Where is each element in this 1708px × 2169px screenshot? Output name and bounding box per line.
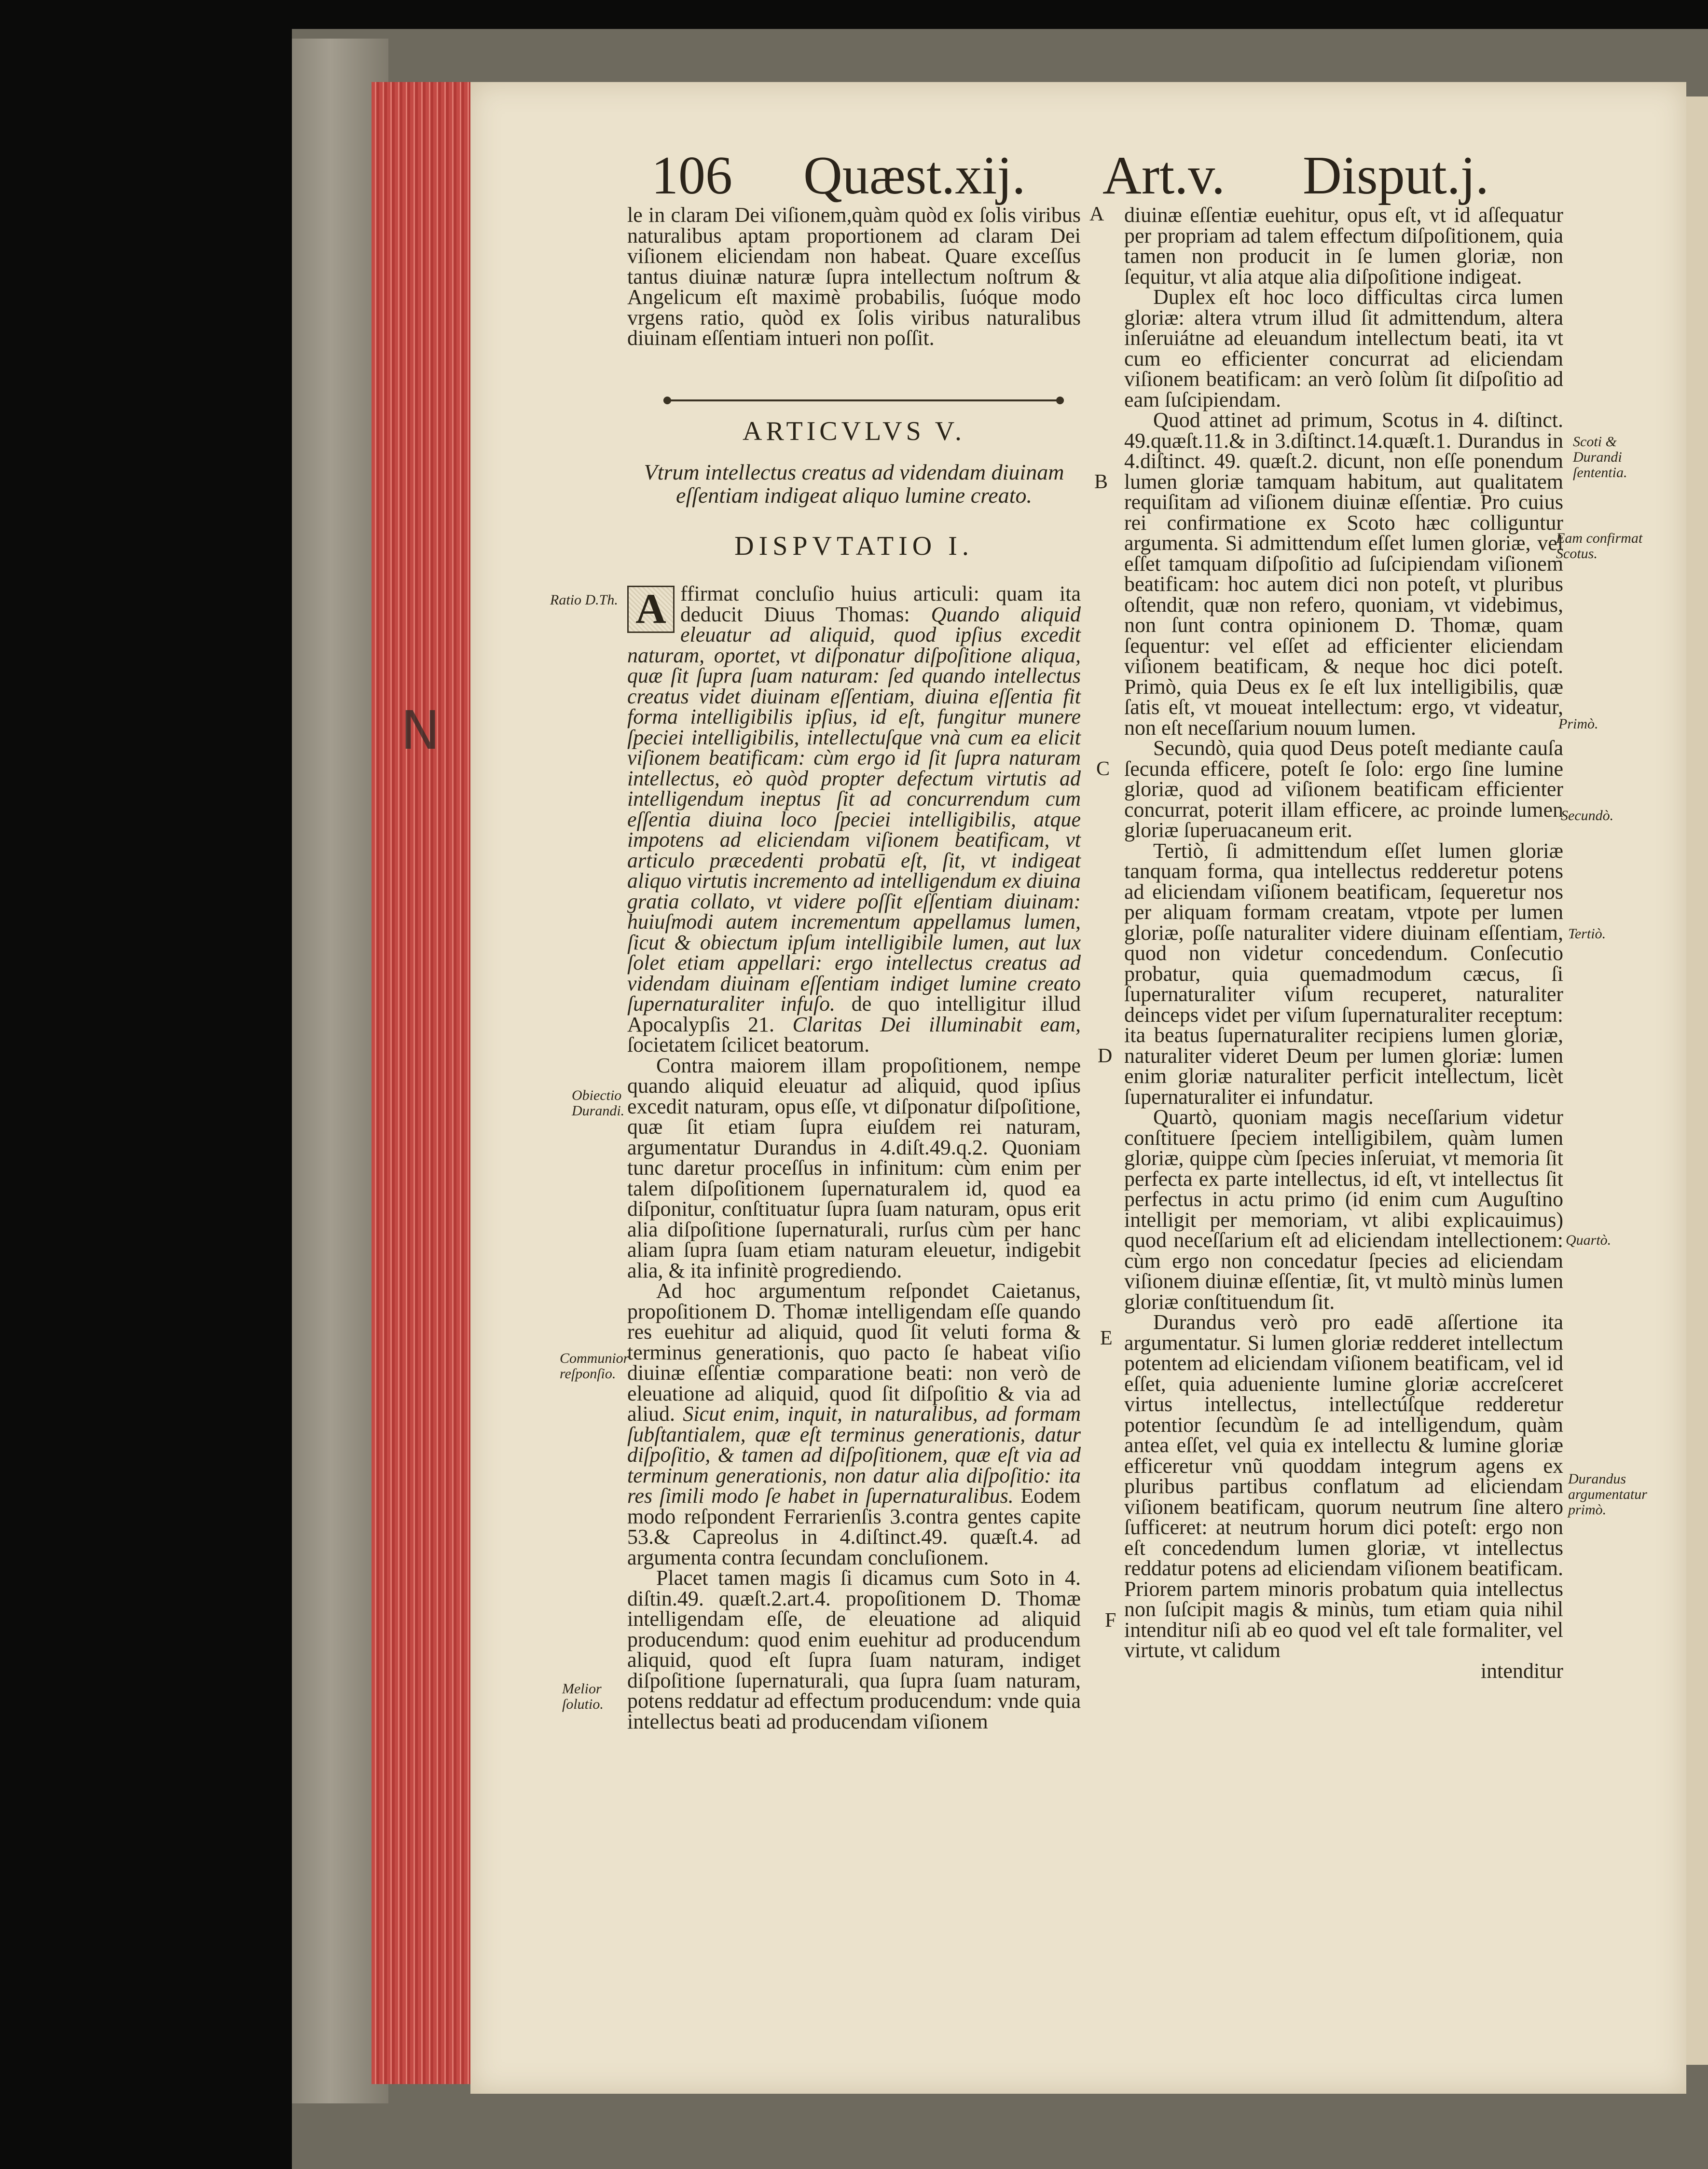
paragraph-quod-attinet: Quod attinet ad primum, Scotus in 4. diſtinct. 49.quæſt.11.& in 3.diſtinct.14.quæſt.1. Durandus in 4.diſtinct. 49. quæſt.2. dicunt, non eſſe ponendum lumen gloriæ tamquam habitum, aut qualitatem requiſitam ad viſionem diuinæ eſſentiæ. Pro cuius rei confirmatione ex Scoto hæc colliguntur argumenta. Si admittendum eſſet lumen gloriæ, vel eſſet tamquam diſpoſitio ad ſuſcipiendam viſionem beatificam: hoc autem dici non poteſt, vt pluribus oſtendit, quæ non refero, quoniam, vt videbimus, non ſunt contra opinionem D. Thomæ, quam ſequentur: vel eſſet ad efficienter eliciendam viſionem beatificam, & neque hoc dici poteſt. Primò, quia Deus ex ſe eſt lux intelligibilis, quæ ſatis eſt, vt moueat intellectum: ergo, vt videatur, non eſt neceſſarium nouum lumen.	[1124, 408, 1563, 740]
paragraph-placet: Placet tamen magis ſi dicamus cum Soto in 4. diſtin.49. quæſt.2.art.4. propoſitionem D. Thomæ intelligendam eſſe, de eleuatione ad aliquid producendum: quod enim euehitur ad producendum aliquid, quod eſt ſupra ſuam naturam, indiget diſpoſitione ſupernaturali, qua ſupra ſuam naturam, potens reddatur ad effectum producendum: vnde quia intellectus beati ad producendam viſionem	[627, 1566, 1081, 1733]
column-letter: D	[1098, 1045, 1113, 1067]
margin-note-eam: Eam confirmat Scotus.	[1556, 530, 1643, 562]
articulus-heading: ARTICVLVS V.	[743, 416, 965, 446]
ink-marking: N	[400, 700, 441, 761]
margin-note-quarto: Quartò.	[1566, 1232, 1612, 1248]
column-letter: E	[1100, 1327, 1113, 1349]
paragraph-durandus: Durandus verò pro eadē aſſertione ita argumentatur. Si lumen gloriæ redderet intellectum potentem ad eliciendam viſionem beatificam, vel id eſſet, quia adueniente lumine gloriæ accreſceret virtus intellectus, intellectúſque redderetur potentior ſecundùm ſe ad intelligendum, quàm antea eſſet, vel quia ex intellectu & lumine gloriæ efficeretur vnũ quoddam integrum agens ex pluribus partibus conflatum ad eliciendam viſionem beatificam, quorum neutrum ſine altero ſufficeret: at neutrum horum dici poteſt: ergo non eſt concedendum lumen gloriæ, vt intellectus reddatur potens ad eliciendam viſionem beatificam. Priorem partem minoris probatum quia intellectus non ſuſcipit magis & minùs, tum etiam quia nihil intenditur niſi ab eo quod vel eſt tale formaliter, vel virtute, vt calidum	[1124, 1310, 1563, 1662]
disputatio-heading: DISPVTATIO I.	[734, 531, 974, 561]
column-letter: F	[1105, 1609, 1116, 1632]
paragraph-quarto: Quartò, quoniam magis neceſſarium videtur conſtituere ſpeciem intelligibilem, quàm lumen gloriæ, quippe cùm ſpecies inſeruiat, vt memoria ſit perfecta ex parte intellectus, id eſt, vt intellectus ſit perfectus in actu primo (id enim cum Auguſtino intelligit per memoriam, vt alibi explicauimus) quod neceſſarium eſt ad eliciendam intellectionem: cùm ergo non concedatur ſpecies ad eliciendam viſionem diuinæ eſſentiæ, ſit, vt multò minùs lumen gloriæ conſtituendum ſit.	[1124, 1105, 1563, 1314]
paragraph-continuation: diuinæ eſſentiæ euehitur, opus eſt, vt id aſſequatur per propriam ad talem effectum diſpoſitionem, quia tamen non producit in ſe lumen gloriæ, non ſequitur, vt alia atque alia diſpoſitione indigeat.	[1124, 203, 1563, 288]
left-intro	[627, 205, 1081, 349]
margin-note-ratio: Ratio D.Th.	[550, 592, 618, 608]
section-rule	[663, 399, 1064, 401]
intro-paragraph: le in claram Dei viſionem,quàm quòd ex ſolis viribus naturalibus aptam proportionem ad claram Dei viſionem eliciendam non habeat. Quare exceſſus tantus diuinæ naturæ ſupra intellectum noſtrum & Angelicum eſt maximè probabilis, ſuóque modo vrgens ratio, quòd ex ſolis viribus naturalibus diuinam eſſentiam intueri non poſſit.	[627, 203, 1081, 350]
header-articulus: Art.v.	[1102, 146, 1226, 206]
header-quaestio: Quæst.xij.	[803, 146, 1026, 206]
paragraph-contra: Contra maiorem illam propoſitionem, nempe quando aliquid eleuatur ad aliquid, quod ipſius excedit naturam, opus eſſe, vt diſponatur diſpoſitione, quæ ſit etiam ſupra eiuſdem rei naturam, argumentatur Durandus in 4.diſt.49.q.2. Quoniam tunc daretur proceſſus in infinitum: cùm enim per talem diſpoſitionem ſupernaturalem id, quod ea diſponitur, conſtituatur ſupra ſuam naturam, opus erit alia diſpoſitione ſupernaturali, rurſus cùm per hanc aliam ſupra ſuam etiam naturam eleuetur, indigebit alia, & ita infinitè progrediendo.	[627, 1053, 1081, 1282]
catchword: intenditur	[1480, 1659, 1563, 1683]
margin-note-obiectio: Obiectio Durandi.	[572, 1087, 625, 1119]
paragraph-affirmat: A ffirmat concluſio huius articuli: quam ita deducit Diuus Thomas: Quando aliquid eleuatur ad aliquid, quod ipſius excedit naturam, oportet, vt diſponatur diſpoſitione aliqua, quæ ſit ſupra ſuam naturam: ſed quando intellectus creatus videt diuinam eſſentiam, diuina eſſentia fit forma intelligibilis ipſius, id eſt, fungitur munere ſpeciei intelligibilis, intellectuſque vnà cum ea elicit viſionem beatificam: cùm ergo id ſit ſupra naturam intellectus, eò quòd propter defectum virtutis ad intelligendum ineptus ſit ad concurrendum cum eſſentia diuina loco ſpeciei intelligibilis, atque impotens ad eliciendam viſionem beatificam, vt articulo præcedenti probatū eſt, ſit, vt indigeat aliquo virtutis incremento ad intelligendum ex diuina gratia collato, vt videre poſſit eſſentiam diuinam: huiuſmodi autem incrementum appellamus lumen, ſicut & obiectum ipſum intelligibile lumen, aut lux ſolet etiam appellari: ergo intellectus creatus ad videndam diuinam eſſentiam indiget lumine creato ſupernaturaliter infuſo. de quo intelligitur illud Apocalypſis 21. Claritas Dei illuminabit eam, ſocietatem ſcilicet beatorum.	[627, 582, 1081, 1057]
margin-note-scoti: Scoti & Durandi ſententia.	[1573, 434, 1627, 480]
page-number: 106	[651, 146, 732, 206]
margin-note-durandus: Durandus argumentatur primò.	[1568, 1471, 1647, 1518]
left-main-text	[627, 584, 1081, 1732]
paragraph-secundo: Secundò, quia quod Deus poteſt mediante cauſa ſecunda efficere, poteſt ſe ſolo: ergo ſine lumine gloriæ, quod ad viſionem beatificam efficienter concurrat, poterit illam efficere, ac proinde lumen gloriæ ſuperuacaneum erit.	[1124, 736, 1563, 842]
red-page-edges	[372, 82, 470, 2084]
article-question: Vtrum intellectus creatus ad videndam diuinam eſſentiam indigeat aliquo lumine creato.	[644, 460, 1064, 508]
column-letter: B	[1094, 471, 1108, 493]
right-main-text	[1124, 205, 1563, 1681]
drop-capital: A	[627, 586, 675, 633]
margin-note-primo: Primò.	[1558, 716, 1598, 732]
paragraph-tertio: Tertiò, ſi admittendum eſſet lumen gloriæ tanquam forma, qua intellectus redderetur potens ad eliciendam viſionem beatificam, ſequeretur nos per aliquam formam creatam, vtpote per lumen gloriæ, poſſe naturaliter videre diuinam eſſentiam, quod non videtur concedendum. Conſecutio probatur, quia quemadmodum cæcus, ſi ſupernaturaliter viſum recuperet, naturaliter deinceps videt per viſum ſupernaturaliter receptum: ita beatus ſupernaturaliter recipiens lumen gloriæ, naturaliter videret Deum per lumen gloriæ: lumen enim gloriæ naturaliter perficit intellectum, licèt ſupernaturaliter ei infundatur.	[1124, 838, 1563, 1109]
margin-note-melior: Melior ſolutio.	[562, 1681, 604, 1712]
margin-note-communior: Communior reſponſio.	[560, 1350, 629, 1382]
margin-note-secundo: Secundò.	[1561, 808, 1614, 824]
header-disputatio: Disput.j.	[1303, 146, 1489, 206]
column-letter: C	[1096, 758, 1110, 780]
margin-note-tertio: Tertiò.	[1568, 926, 1606, 942]
paragraph-caietanus: Ad hoc argumentum reſpondet Caietanus, propoſitionem D. Thomæ intelligendam eſſe quando res euehitur ad aliquid, quod ſit veluti forma & terminus generationis, quo pacto ſe habeat viſio diuinæ eſſentiæ comparatione beati: non verò de eleuatione ad aliquid, quod ſit diſpoſitio & via ad aliud. Sicut enim, inquit, in naturalibus, ad formam ſubſtantialem, quæ eſt terminus generationis, datur diſpoſitio, & tamen ad diſpoſitionem, quæ eſt via ad terminum generationis, non datur alia diſpoſitio: ita res ſimili modo ſe habet in ſupernaturalibus. Eodem modo reſpondent Ferrarienſis 3.contra gentes capite 53.& Capreolus in 4.diſtinct.49. quæſt.4. ad argumenta contra ſecundam concluſionem.	[627, 1279, 1081, 1569]
column-letter: A	[1089, 203, 1104, 225]
paragraph-duplex: Duplex eſt hoc loco difficultas circa lumen gloriæ: altera vtrum illud ſit admittendum, altera inſeruiátne ad eleuandum intellectum beati, ita vt cum eo efficienter concurrat ad eliciendam viſionem beatificam: an verò ſolùm ſit diſpoſitio ad eam ſuſcipiendam.	[1124, 285, 1563, 412]
